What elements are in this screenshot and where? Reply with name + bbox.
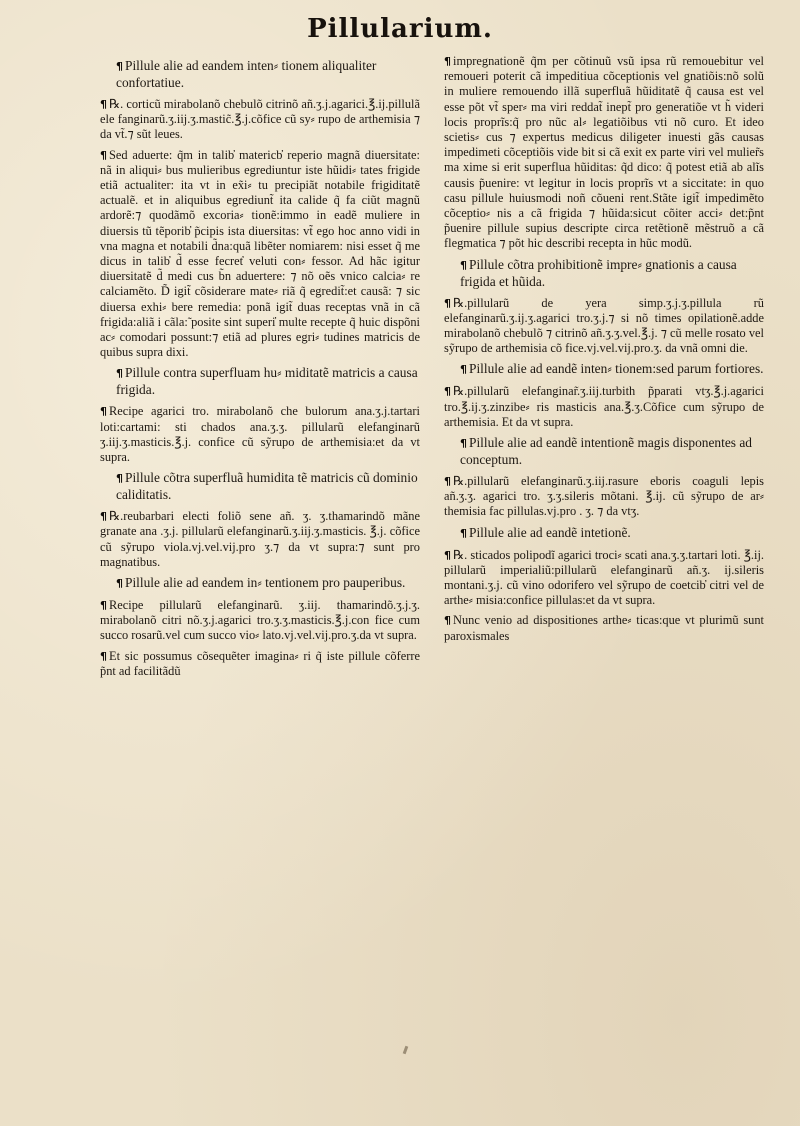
pilcrow-icon: ¶ [460,363,467,377]
pilcrow-icon: ¶ [460,437,467,451]
section-heading [444,525,764,542]
text-paragraph [100,509,420,570]
section-heading [444,435,764,468]
paragraph-text: Sed aduerte: q̃m in talib̓ matericb̓ reperio magnã diuersitate: nã in aliqui⸗ bus mulieribus egrediuntur iste hũidi⸗ tates frigide etiã actualiter: ita vt in ex̃i⸗ tu precipiãt notabile frigiditatẽ actualẽ. et in aliquibus egrediunt̃ ita calide q̃ fa ciũt magnũ ardorẽ:⁊ quodãmõ excoria⸗ tionẽ:immo in eadẽ muliere in diuersis tũ tẽporib̓ p̃cipis ista diuersitas: vt̃ ego hoc anno vidi in vna magna et notabili d̃na:quã libẽter nomiarem: nisi esset q̃ me dicus in talib̓ d̃ esse fecret̓ veluti con⸗ fessor. Ad hãc igitur diuersitatẽ d̃ medi cus b̃n aduertere: ⁊ nõ oẽs vnico calcia⸗ re calciamẽto. D̃ igit̃ cõsiderare mate⸗ riã q̃ egredit̃:et causã: ⁊ sic diuersa exhi⸗ bere remedia: ponã igit̃ duas receptas vnã in cã frigida:aliã i cãla:̃ posite sint superi̓ multe recepte q̃ huic dispõni ac⸗ comodari possunt:⁊ etiã ad plures egri⸗ tudines matricis de quibus supra dixi. [100,147,420,360]
text-paragraph [100,148,420,361]
section-heading [100,58,420,91]
section-heading [100,470,420,503]
pilcrow-icon: ¶ [116,472,123,486]
text-paragraph [100,649,420,679]
pilcrow-icon: ¶ [116,367,123,381]
paragraph-text: ℞.pillularũ elefanginar̃.ʒ.iij.turbith p̃parati vtʒ.℥.j.agarici tro.℥.ij.ʒ.zinzibe⸗ ris masticis ana.℥.ʒ.Cõfice cum sỹrupo de arthemisia. Et da vt supra. [444,384,764,429]
pilcrow-icon: ¶ [116,577,123,591]
pilcrow-icon: ¶ [100,148,107,162]
pilcrow-icon: ¶ [460,526,467,540]
paragraph-text: Pillule alie ad eandẽ inten⸗ tionem:sed parum fortiores. [469,361,764,377]
paragraph-text: Recipe pillularũ elefanginarũ. ʒ.iij. thamarindõ.ʒ.j.ʒ. mirabolanõ citri nõ.ʒ.j.agarici tro.ʒ.ʒ.masticis.℥.j.con fice cum succo rosarũ.vel cum succo vio⸗ lato.vj.vel.vij.pro.ʒ.da vt supra. [100,598,420,643]
paragraph-text: Pillule alie ad eandem inten⸗ tionem aliqualiter confortatiue. [116,58,377,90]
ink-speck [403,1046,409,1055]
paragraph-text: Pillule alie ad eandẽ intetionẽ. [469,524,631,540]
paragraph-text: ℞. sticados polipodĩ agarici troci⸗ scati ana.ʒ.ʒ.tartari loti. ℥.ij. pillularũ imperialiũ:pillularũ elefanginarũ añ.ʒ. ij.sileris montani.ʒ.j. cũ vino odorifero vel sỹrupo de coetcib̓ citri vel de arthe⸗ misia:confice pillulas:et da vt supra. [444,547,764,608]
text-paragraph [444,54,764,252]
paragraph-text: ℞.pillularũ elefanginarũ.ʒ.iij.rasure eboris coaguli lepis añ.ʒ.ʒ. agarici tro. ʒ.ʒ.sileris mõtani. ℥.ij. cũ sỹrupo de ar⸗ themisia fac pillulas.vj.pro . ʒ. ⁊ da vtʒ. [444,474,764,519]
paragraph-text: Pillule alie ad eandem in⸗ tentionem pro pauperibus. [125,575,406,591]
text-paragraph [100,404,420,465]
paragraph-text: Pillule cõtra superfluã humidita tẽ matricis cũ dominio caliditatis. [116,470,418,503]
text-paragraph [444,613,764,643]
text-paragraph [444,548,764,609]
paragraph-text: Recipe agarici tro. mirabolanõ che bulorum ana.ʒ.j.tartari loti:cartami: sti chados ana.ʒ.ʒ. pillularũ elefanginarũ ʒ.iij.ʒ.masticis.℥.j. confice cũ sỹrupo de arthemisia:et da vt supra. [100,404,420,465]
pilcrow-icon: ¶ [444,385,451,399]
paragraph-text: Et sic possumus cõsequẽter imagina⸗ ri q̃ iste pillule cõferre p̃nt ad facilitãdũ [100,648,420,678]
pilcrow-icon: ¶ [460,258,467,272]
text-paragraph [444,384,764,430]
text-paragraph [444,474,764,520]
pilcrow-icon: ¶ [444,475,451,489]
paragraph-text: Pillule contra superfluam hu⸗ miditatẽ matricis a causa frigida. [116,365,418,398]
pilcrow-icon: ¶ [100,649,107,663]
text-paragraph [444,296,764,357]
pilcrow-icon: ¶ [100,510,107,524]
pilcrow-icon: ¶ [444,55,451,68]
paragraph-text: Pillule cõtra prohibitionẽ impre⸗ gnationis a causa frigida et hũida. [460,256,737,289]
left-column [100,54,420,684]
section-heading [444,257,764,290]
paragraph-text: ℞.pillularũ de yera simp.ʒ.j.ʒ.pillula rũ elefanginarũ.ʒ.ij.ʒ.agarici tro.ʒ.j.⁊ si nõ times opilationẽ.adde mirabolanõ chebulõ ⁊ citrinõ añ.ʒ.ʒ.vel.℥.j. ⁊ cũ melle rosato vel sỹrupo de arthemisia cõ fice.vj.vel.vij.pro.ʒ. da vnã omni die. [444,295,764,356]
right-column [444,54,764,649]
paragraph-text: Pillule alie ad eandẽ intentionẽ magis disponentes ad conceptum. [460,435,752,468]
running-head: Pillularium. [307,14,493,44]
pilcrow-icon: ¶ [444,614,451,628]
pilcrow-icon: ¶ [116,60,123,73]
pilcrow-icon: ¶ [100,98,107,111]
section-heading [444,361,764,378]
text-paragraph [100,598,420,644]
paragraph-text: ℞.reubarbari electi foliõ sene añ. ʒ. ʒ.thamarindõ mãne granate ana .ʒ.j. pillularũ elefanginarũ.ʒ.iij.ʒ.masticis. ℥.j. cõfice cũ sỹrupo viola.vj.vel.vij.pro ʒ.⁊ da vt supra:⁊ sunt pro magnatibus. [100,509,420,569]
paragraph-text: impregnationẽ q̃m per cõtinuũ vsũ ipsa rũ remouebitur vel remoueri poterit cã impeditiua cõceptionis vel gnatiõis:nõ solũ in muliere remouendo illã superfluã hũiditatẽ q̃ causa est vel esse põt vt̃ sper⸗ ma viri reddat̃ inept̃ pro generatiõe vt h̃ videri locis proprĩs:q̃ pro nũc al⸗ legatiõibus vti nõ curo. Et ideo scietis⸗ cus ⁊ expertus medicus diligeter inuesti gãs causas impedimeti cõceptiõis vide bit si cã exit ex parte viri vel mulier̃s ma xime si erit superflua hũiditas: q̃d dico: q̃ potest etiã ab alĩs causis p̃uenire: vt legitur in locis proprĩs vt a siccitate: in quo casu pillule huiusmodi noñ cõueni rent.Stãte igit̃ impedimẽto cõceptio⸗ nis a cã frigida ⁊ hũida:sicut cõiter acci⸗ det:p̃nt p̃uenire pillule supius descripte circa retẽtionẽ mẽstruõ a cã flegmatica ⁊ põt hic describi recepta in hũc modũ. [444,54,764,251]
section-heading [100,365,420,398]
pilcrow-icon: ¶ [444,548,451,562]
paragraph-text: ℞. corticũ mirabolanõ chebulõ citrinõ añ.ʒ.j.agarici.℥.ij.pillulã ele fanginarũ.ʒ.iij.ʒ.mastic̃.℥.j.cõfice cũ sy⸗ rupo de arthemisia ⁊ da vt̃.⁊ sũt leues. [100,97,420,142]
section-heading [100,575,420,592]
text-paragraph [100,97,420,143]
pilcrow-icon: ¶ [100,599,107,613]
paragraph-text: Nunc venio ad dispositiones arthe⸗ ticas:que vt plurimũ sunt paroxismales [444,613,764,643]
pilcrow-icon: ¶ [444,296,451,310]
pilcrow-icon: ¶ [100,405,107,419]
